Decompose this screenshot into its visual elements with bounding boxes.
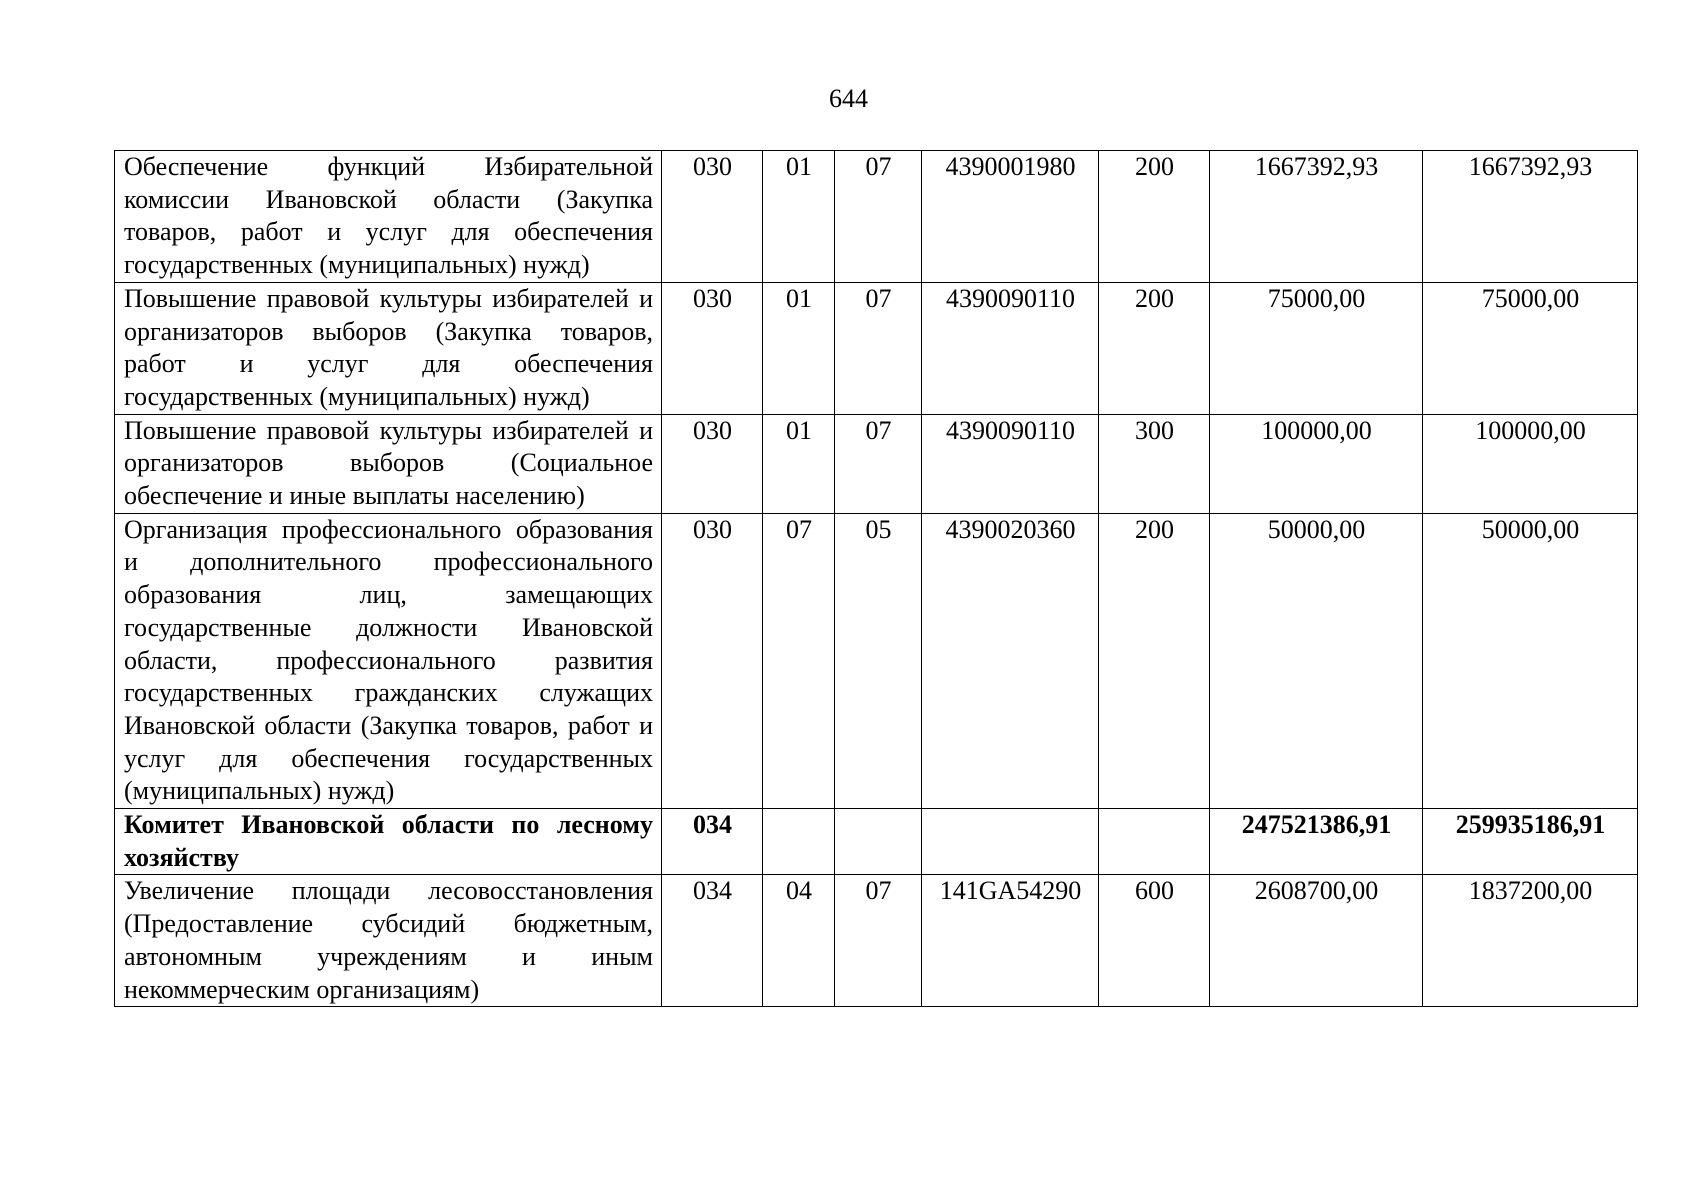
amount-first-year: 1667392,93 bbox=[1210, 151, 1423, 283]
expense-type-code: 200 bbox=[1099, 282, 1210, 414]
amount-first-year: 75000,00 bbox=[1210, 282, 1423, 414]
target-article-code bbox=[922, 809, 1099, 875]
table-row bbox=[115, 513, 1638, 808]
row-description: Увеличение площади лесовосстановления (Предоставление субсидий бюджетным, автономным учреждениям и иным некоммерческим организациям) bbox=[115, 875, 662, 1007]
subsection-code: 07 bbox=[835, 414, 922, 513]
target-article-code: 4390020360 bbox=[922, 513, 1099, 808]
expense-type-code bbox=[1099, 809, 1210, 875]
expense-type-code: 200 bbox=[1099, 151, 1210, 283]
row-description: Повышение правовой культуры избирателей и организаторов выборов (Закупка товаров, работ и услуг для обеспечения государственных (муниципальных) нужд) bbox=[115, 282, 662, 414]
table-row bbox=[115, 414, 1638, 513]
amount-second-year: 100000,00 bbox=[1423, 414, 1638, 513]
subsection-code: 07 bbox=[835, 875, 922, 1007]
department-code: 030 bbox=[662, 414, 763, 513]
department-code: 034 bbox=[662, 809, 763, 875]
section-code bbox=[763, 809, 835, 875]
department-code: 034 bbox=[662, 875, 763, 1007]
row-description: Обеспечение функций Избирательной комиссии Ивановской области (Закупка товаров, работ и услуг для обеспечения государственных (муниципальных) нужд) bbox=[115, 151, 662, 283]
subsection-code: 07 bbox=[835, 151, 922, 283]
amount-second-year: 259935186,91 bbox=[1423, 809, 1638, 875]
row-description: Комитет Ивановской области по лесному хозяйству bbox=[115, 809, 662, 875]
amount-second-year: 1667392,93 bbox=[1423, 151, 1638, 283]
table-row bbox=[115, 282, 1638, 414]
amount-first-year: 2608700,00 bbox=[1210, 875, 1423, 1007]
target-article-code: 4390090110 bbox=[922, 414, 1099, 513]
amount-second-year: 1837200,00 bbox=[1423, 875, 1638, 1007]
expense-type-code: 300 bbox=[1099, 414, 1210, 513]
department-code: 030 bbox=[662, 282, 763, 414]
section-code: 01 bbox=[763, 151, 835, 283]
target-article-code: 141GA54290 bbox=[922, 875, 1099, 1007]
amount-second-year: 50000,00 bbox=[1423, 513, 1638, 808]
subsection-code: 05 bbox=[835, 513, 922, 808]
expense-type-code: 600 bbox=[1099, 875, 1210, 1007]
target-article-code: 4390090110 bbox=[922, 282, 1099, 414]
amount-first-year: 247521386,91 bbox=[1210, 809, 1423, 875]
amount-first-year: 100000,00 bbox=[1210, 414, 1423, 513]
amount-second-year: 75000,00 bbox=[1423, 282, 1638, 414]
table-row-department-total bbox=[115, 809, 1638, 875]
table-row bbox=[115, 875, 1638, 1007]
expense-type-code: 200 bbox=[1099, 513, 1210, 808]
section-code: 01 bbox=[763, 282, 835, 414]
subsection-code: 07 bbox=[835, 282, 922, 414]
department-code: 030 bbox=[662, 151, 763, 283]
row-description: Организация профессионального образования и дополнительного профессионального образования лиц, замещающих государственные должности Ивановской области, профессионального развития государственных гражданских служащих Ивановской области (Закупка товаров, работ и услуг для обеспечения государственных (муниципальных) нужд) bbox=[115, 513, 662, 808]
amount-first-year: 50000,00 bbox=[1210, 513, 1423, 808]
section-code: 04 bbox=[763, 875, 835, 1007]
department-code: 030 bbox=[662, 513, 763, 808]
table-row bbox=[115, 151, 1638, 283]
budget-table bbox=[114, 150, 1638, 1007]
section-code: 07 bbox=[763, 513, 835, 808]
subsection-code bbox=[835, 809, 922, 875]
target-article-code: 4390001980 bbox=[922, 151, 1099, 283]
row-description: Повышение правовой культуры избирателей и организаторов выборов (Социальное обеспечение и иные выплаты населению) bbox=[115, 414, 662, 513]
section-code: 01 bbox=[763, 414, 835, 513]
page-number: 644 bbox=[829, 84, 868, 113]
